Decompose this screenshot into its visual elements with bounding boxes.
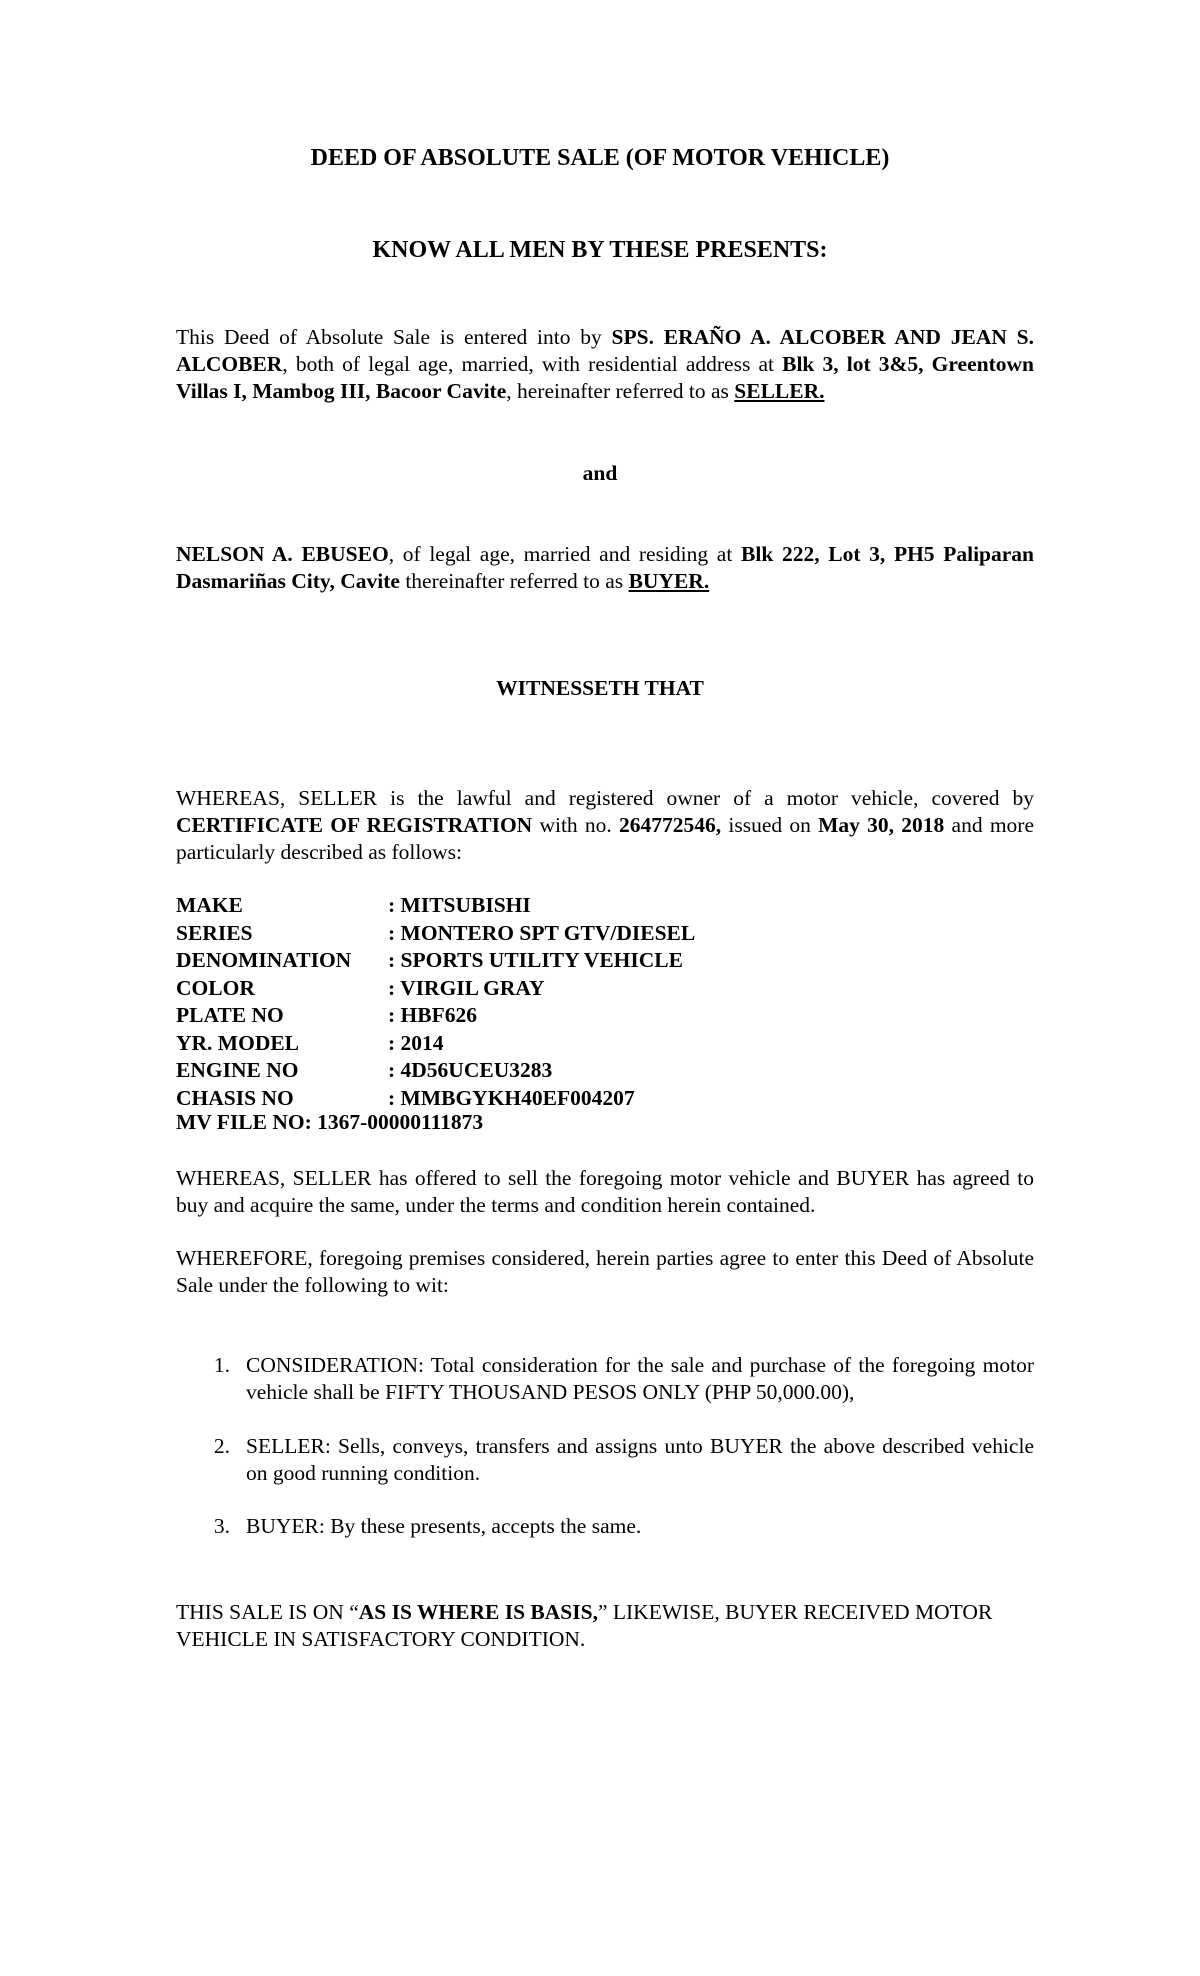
registration-date: May 30, 2018 bbox=[818, 813, 945, 837]
spec-row bbox=[176, 1085, 695, 1113]
spec-row bbox=[176, 1002, 695, 1030]
whereas-text: issued on bbox=[721, 813, 819, 837]
closing-paragraph bbox=[176, 1599, 1034, 1653]
spec-value: : HBF626 bbox=[388, 1003, 477, 1027]
list-item-text: SELLER: Sells, conveys, transfers and assigns unto BUYER the above described vehicle on good running condition. bbox=[246, 1434, 1034, 1485]
list-item-number: 3. bbox=[213, 1514, 230, 1538]
spec-value: : SPORTS UTILITY VEHICLE bbox=[388, 948, 683, 972]
buyer-label: BUYER. bbox=[628, 569, 710, 593]
witnesseth-heading: WITNESSETH THAT bbox=[496, 676, 704, 700]
spec-value: : 4D56UCEU3283 bbox=[388, 1058, 553, 1082]
spec-value: : 2014 bbox=[388, 1030, 444, 1055]
spec-label: MAKE bbox=[176, 893, 243, 917]
spec-row bbox=[176, 1057, 695, 1085]
registration-number: 264772546, bbox=[619, 813, 722, 837]
buyer-name: NELSON A. EBUSEO bbox=[176, 542, 389, 566]
closing-text: ” LIKEWISE, BUYER RECEIVED MOTOR VEHICLE IN SATISFACTORY CONDITION. bbox=[176, 1600, 993, 1651]
list-item-text: CONSIDERATION: Total consideration for the sale and purchase of the foregoing motor vehicle shall be FIFTY THOUSAND PESOS ONLY (PHP 50,000.00), bbox=[246, 1353, 1034, 1404]
spec-label: SERIES bbox=[176, 920, 253, 945]
document-subtitle: KNOW ALL MEN BY THESE PRESENTS: bbox=[372, 237, 828, 263]
spec-label: PLATE NO bbox=[176, 1003, 284, 1027]
whereas-text: and more particularly described as follows: bbox=[176, 813, 1034, 864]
and-separator: and bbox=[582, 461, 618, 485]
spec-label: COLOR bbox=[176, 975, 255, 1000]
whereas-offer-paragraph: WHEREAS, SELLER has offered to sell the foregoing motor vehicle and BUYER has agreed to buy and acquire the same, under the terms and condition herein contained. bbox=[176, 1166, 1034, 1217]
spec-value: : VIRGIL GRAY bbox=[388, 975, 545, 1000]
vehicle-specs bbox=[176, 892, 695, 1112]
seller-address: Blk 3, lot 3&5, Greentown Villas I, Mambog III, Bacoor Cavite bbox=[176, 352, 1034, 403]
spec-value: : MMBGYKH40EF004207 bbox=[388, 1085, 635, 1110]
whereas-ownership-paragraph bbox=[176, 785, 1034, 866]
mv-file-number: MV FILE NO: 1367-00000111873 bbox=[176, 1110, 484, 1134]
spec-row bbox=[176, 975, 695, 1003]
spec-value: : MONTERO SPT GTV/DIESEL bbox=[388, 920, 696, 945]
spec-value: : MITSUBISHI bbox=[388, 893, 531, 917]
intro-text: This Deed of Absolute Sale is entered into by bbox=[176, 325, 612, 349]
closing-text: THIS SALE IS ON “ bbox=[176, 1600, 359, 1624]
spec-label: ENGINE NO bbox=[176, 1058, 299, 1082]
spec-label: DENOMINATION bbox=[176, 948, 352, 972]
buyer-text: , of legal age, married and residing at bbox=[388, 542, 741, 566]
spec-row bbox=[176, 892, 695, 920]
spec-row bbox=[176, 1030, 695, 1058]
seller-label: SELLER. bbox=[734, 379, 825, 403]
list-item-number: 2. bbox=[213, 1434, 230, 1458]
list-item-text: BUYER: By these presents, accepts the same. bbox=[246, 1514, 642, 1538]
as-is-basis: AS IS WHERE IS BASIS, bbox=[358, 1600, 598, 1624]
whereas-text: WHEREAS, SELLER is the lawful and registered owner of a motor vehicle, covered by bbox=[176, 786, 1034, 810]
spec-row bbox=[176, 947, 695, 975]
spec-label: YR. MODEL bbox=[176, 1030, 300, 1055]
list-item-number: 1. bbox=[213, 1353, 230, 1377]
spec-label: CHASIS NO bbox=[176, 1085, 294, 1110]
intro-text: , hereinafter referred to as bbox=[506, 379, 735, 403]
buyer-text: thereinafter referred to as bbox=[399, 569, 629, 593]
buyer-paragraph bbox=[176, 541, 1034, 595]
wherefore-paragraph: WHEREFORE, foregoing premises considered, herein parties agree to enter this Deed of Absolute Sale under the following to wit: bbox=[176, 1246, 1034, 1297]
intro-paragraph bbox=[176, 324, 1034, 405]
spec-row bbox=[176, 920, 695, 948]
certificate-of-registration: CERTIFICATE OF REGISTRATION bbox=[176, 813, 533, 837]
intro-text: , both of legal age, married, with residential address at bbox=[282, 352, 783, 376]
document-title: DEED OF ABSOLUTE SALE (OF MOTOR VEHICLE) bbox=[310, 145, 890, 171]
buyer-address: Blk 222, Lot 3, PH5 Paliparan Dasmariñas City, Cavite bbox=[176, 542, 1034, 593]
seller-names: SPS. ERAÑO A. ALCOBER AND JEAN S. ALCOBER bbox=[176, 325, 1034, 376]
whereas-text: with no. bbox=[532, 813, 620, 837]
